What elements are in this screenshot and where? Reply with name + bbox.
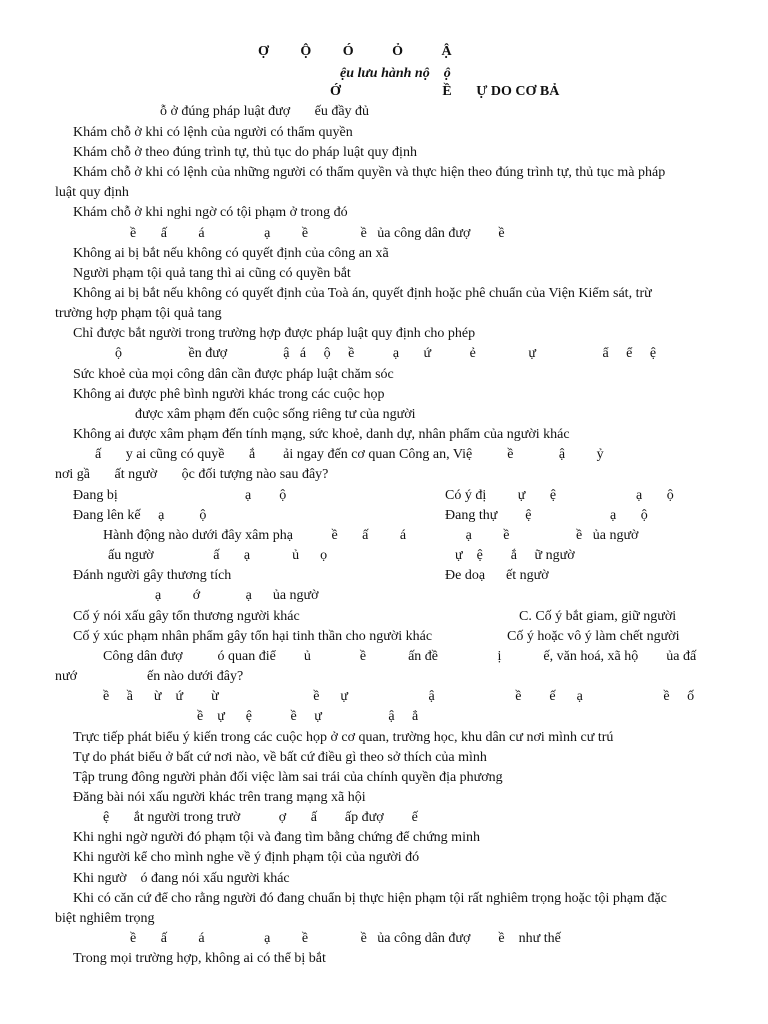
answer-option: Tập trung đông người phản đối việc làm sai trái của chính quyền địa phương [73, 770, 503, 785]
answer-option: C. Cố ý bắt giam, giữ người [519, 609, 677, 624]
answer-option: được xâm phạm đến cuộc sống riêng tư của người [135, 407, 416, 422]
answer-option: Đánh người gây thương tích [73, 568, 232, 583]
document-subtitle: ệu lưu hành nộ ộ [340, 66, 451, 81]
question-text: ấ y ai cũng có quyề ắ ải ngay đến cơ quan Công an, Việ ề ậ ỷ [95, 447, 604, 462]
question-text: ề ấ á ạ ề ề ủa công dân đượ ề như thế [130, 931, 561, 946]
answer-option: Sức khoẻ của mọi công dân cần được pháp luật chăm sóc [73, 367, 394, 382]
answer-option: Khi nghi ngờ người đó phạm tội và đang tìm bằng chứng để chứng minh [73, 830, 480, 845]
answer-option: Khi có căn cứ để cho rằng người đó đang chuẩn bị thực hiện phạm tội rất nghiêm trọng hoặc tội phạm đặc [73, 891, 667, 906]
answer-option: Khám chỗ ở theo đúng trình tự, thủ tục do pháp luật quy định [73, 145, 417, 160]
answer-option-continued: biệt nghiêm trọng [55, 911, 155, 926]
answer-option: Đăng bài nói xấu người khác trên trang mạng xã hội [73, 790, 366, 805]
answer-option: Cố ý xúc phạm nhân phẩm gây tổn hại tinh thần cho người khác [73, 629, 433, 644]
question-text-continued: nơi gầ ất ngườ ộc đối tượng nào sau đây? [55, 467, 329, 482]
answer-option: Không ai bị bắt nếu không có quyết định của Toà án, quyết định hoặc phê chuẩn của Viện Kiểm sát, trừ [73, 286, 652, 301]
answer-option: Đe doạ ết ngườ [445, 568, 549, 583]
answer-option: Khi người kể cho mình nghe về ý định phạm tội của người đó [73, 850, 420, 865]
answer-option: Tự do phát biểu ở bất cứ nơi nào, về bất cứ điều gì theo sở thích của mình [73, 750, 487, 765]
question-text-continued: ấu ngườ ấ ạ ủ ọ [108, 548, 328, 563]
question-text: Công dân đượ ó quan điể ủ ề ấn đề ị ế, văn hoá, xã hộ ủa đấ [103, 649, 697, 664]
question-text-continued: ự ệ ắ ữ ngườ [455, 548, 575, 563]
section-heading: Ớ Ề Ự DO CƠ BẢ [330, 84, 560, 99]
question-text: ộ ền đượ ậ á ộ ề ạ ứ ẻ ự ẩ ể ệ [115, 346, 657, 361]
answer-option: Đang bị [73, 488, 118, 503]
answer-option: Đang thự ệ [445, 508, 532, 523]
answer-option: Trực tiếp phát biểu ý kiến trong các cuộc họp ở cơ quan, trường học, khu dân cư nơi mình cư trú [73, 730, 614, 745]
answer-option-fragment: ạ ộ [245, 488, 287, 503]
answer-option: Không ai bị bắt nếu không có quyết định của công an xã [73, 246, 389, 261]
answer-option: Có ý đị ự ệ [445, 488, 557, 503]
question-text: ề ấ á ạ ề ề ủa công dân đượ ề [130, 226, 505, 241]
answer-option: Không ai được xâm phạm đến tính mạng, sức khoẻ, danh dự, nhân phẩm của người khác [73, 427, 570, 442]
answer-option: Người phạm tội quả tang thì ai cũng có quyền bắt [73, 266, 351, 281]
question-text: ệ ắt người trong trườ ợ ấ ấp đượ ế [103, 810, 418, 825]
answer-hint: ề ầ ừ ứ ừ ề ự ậ ề ế ạ ề ố [103, 689, 695, 704]
question-text: ạ ớ ạ ủa ngườ [155, 588, 319, 603]
answer-option-continued: luật quy định [55, 185, 129, 200]
answer-option: Cố ý nói xấu gây tổn thương người khác [73, 609, 300, 624]
document-title: Ợ Ộ Ó Ỏ Ậ [258, 44, 452, 59]
question-text: Hành động nào dưới đây xâm phạ ề ấ á ạ ề ề ủa ngườ [103, 528, 639, 543]
question-text-continued: nướ ến nào dưới đây? [55, 669, 244, 684]
answer-option: Khám chỗ ở khi nghi ngờ có tội phạm ở trong đó [73, 205, 348, 220]
answer-option: Khám chỗ ở khi có lệnh của người có thẩm quyền [73, 125, 353, 140]
answer-option: Cố ý hoặc vô ý làm chết người [507, 629, 680, 644]
answer-option: Đang lên kế ạ ộ [73, 508, 207, 523]
answer-option: Khi ngườ ó đang nói xấu người khác [73, 871, 290, 886]
answer-option-fragment: ạ ộ [636, 488, 674, 503]
answer-hint: ề ự ệ ề ự ậ ẳ [197, 709, 419, 724]
question-text: ỗ ở đúng pháp luật đượ ếu đầy đủ [160, 104, 370, 119]
answer-option-fragment: ạ ộ [610, 508, 648, 523]
answer-option: Không ai được phê bình người khác trong các cuộc họp [73, 387, 385, 402]
answer-option: Trong mọi trường hợp, không ai có thể bị bắt [73, 951, 326, 966]
answer-option-continued: trường hợp phạm tội quả tang [55, 306, 222, 321]
answer-option: Khám chỗ ở khi có lệnh của những người có thẩm quyền và thực hiện theo đúng trình tự, thủ tục mà pháp [73, 165, 666, 180]
answer-option: Chỉ được bắt người trong trường hợp được pháp luật quy định cho phép [73, 326, 476, 341]
